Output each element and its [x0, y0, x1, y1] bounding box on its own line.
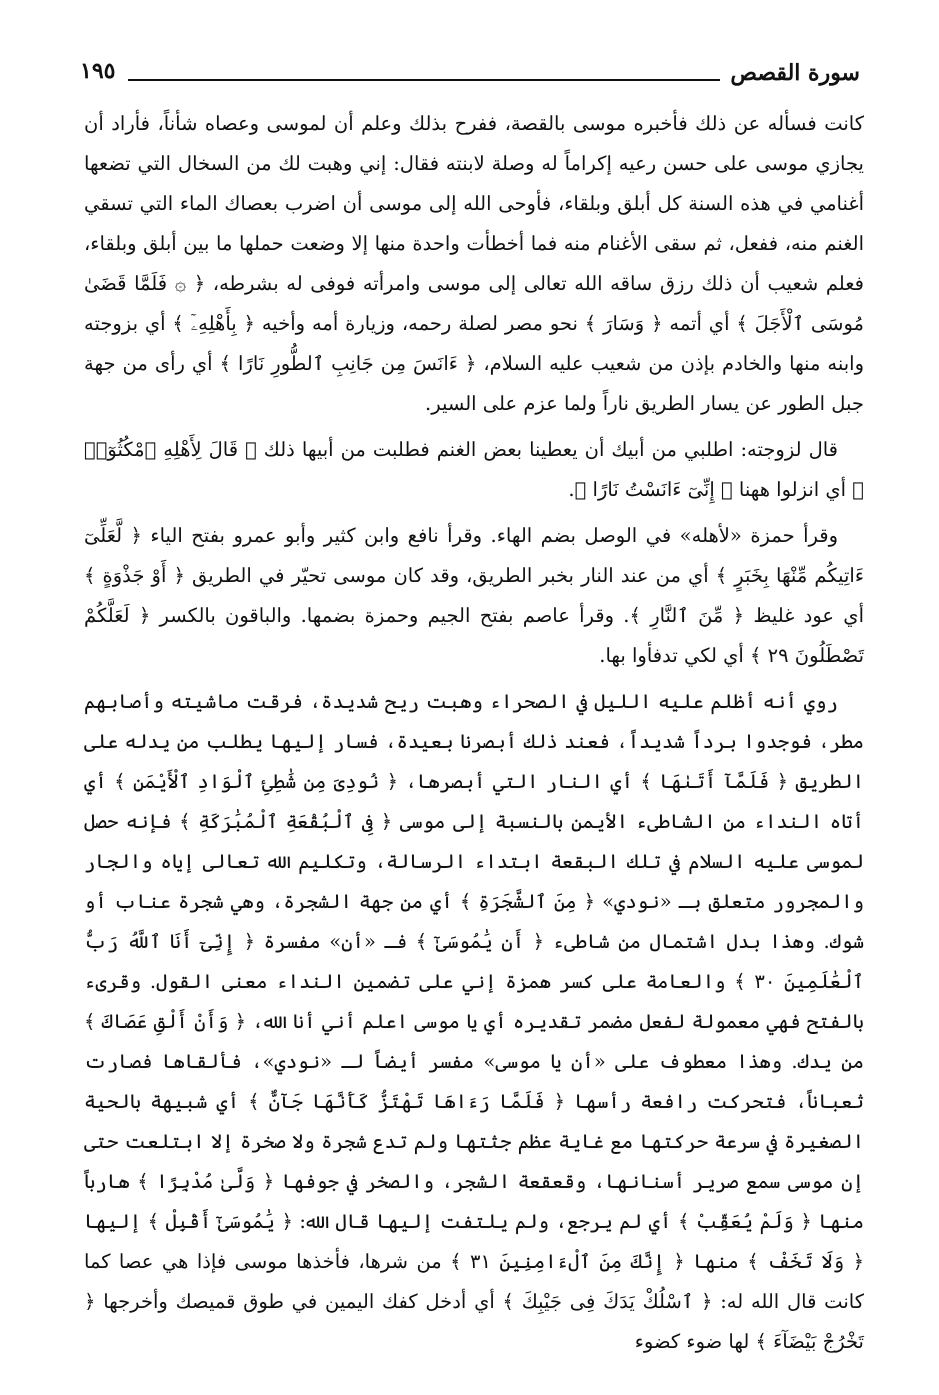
- header-rule: [128, 79, 720, 81]
- paragraph-2: قال لزوجته: اطلبي من أبيك أن يعطينا بعض الغنم فطلبت من أبيها ذلك ﴿ قَالَ لِأَهْلِهِ ٱمْكُثُوٓا۟ ﴾ أي انزلوا ههنا ﴿ إِنِّىٓ ءَانَسْتُ نَارًا ﴾.: [84, 438, 864, 501]
- page-number: ١٩٥: [80, 58, 116, 84]
- surah-title: سورة القصص: [730, 60, 860, 86]
- paragraph-4: روي أنه أظلم عليه الليل في الصحراء وهبت ريح شديدة، فرقت ماشيته وأصابهم مطر، فوجدوا برداً شديداً، فعند ذلك أبصرنا بعيدة، فسار إليها يطلب من يدله على الطريق ﴿ فَلَمَّآ أَتَىٰهَا ﴾ أي النار التي أبصرها، ﴿ نُودِىَ مِن شَٰطِئِ ٱلْوَادِ ٱلْأَيْمَنِ ﴾ أي أتاه النداء من الشاطىء الأيمن بالنسبة إلى موسى ﴿ فِى ٱلْبُقْعَةِ ٱلْمُبَٰرَكَةِ ﴾ فإنه حصل لموسى عليه السلام في تلك البقعة ابتداء الرسالة، وتكليم الله تعالى إياه والجار والمجرور متعلق بـ «نودي» ﴿ مِنَ ٱلشَّجَرَةِ ﴾ أي من جهة الشجرة، وهي شجرة عناب أو شوك. وهذا بدل اشتمال من شاطىء ﴿ أَن يَٰمُوسَىٰٓ ﴾ فـ «أن» مفسرة ﴿ إِنِّىٓ أَنَا ٱللَّهُ رَبُّ ٱلْعَٰلَمِينَ ٣٠ ﴾ والعامة على كسر همزة إني على تضمين النداء معنى القول. وقرىء بالفتح فهي معمولة لفعل مضمر تقديره أي يا موسى اعلم أني أنا الله، ﴿ وَأَنْ أَلْقِ عَصَاكَ ﴾ من يدك. وهذا معطوف على «أن يا موسى» مفسر أيضاً لـ «نودي»، فألقاها فصارت ثعباناً، فتحركت رافعة رأسها ﴿ فَلَمَّا رَءَاهَا تَهْتَزُّ كَأَنَّهَا جَآنٌّ ﴾ أي شبيهة بالحية الصغيرة في سرعة حركتها مع غاية عظم جثتها ولم تدع شجرة ولا صخرة إلا ابتلعت حتى إن موسى سمع صرير أسنانها، وقعقعة الشجر، والصخر في جوفها ﴿ وَلَّىٰ مُدْبِرًا ﴾ هارباً منها ﴿ وَلَمْ يُعَقِّبْ ﴾ أي لم يرجع، ولم يلتفت إليها قال الله: ﴿ يَٰمُوسَىٰٓ أَقْبِلْ ﴾ إليها ﴿ وَلَا تَخَفْ ﴾ منها ﴿ إِنَّكَ مِنَ ٱلْءَامِنِينَ ٣١ ﴾ من شرها، فأخذها موسى فإذا هي عصا كما كانت قال الله له: ﴿ ٱسْلُكْ يَدَكَ فِى جَيْبِكَ ﴾ أي أدخل كفك اليمين في طوق قميصك وأخرجها ﴿ تَخْرُجْ بَيْضَآءَ ﴾ لها ضوء كضوء: [84, 690, 865, 1353]
- page-body: [84, 104, 864, 1368]
- running-header: [80, 58, 860, 92]
- paragraph-1: كانت فسأله عن ذلك فأخبره موسى بالقصة، ففرح بذلك وعلم أن لموسى وعصاه شأناً، فأراد أن يجازي موسى على حسن رعيه إكراماً له وصلة لابنته فقال: إني وهبت لك من السخال التي تضعها أغنامي في هذه السنة كل أبلق وبلقاء، فأوحى الله إلى موسى أن اضرب بعصاك الماء التي تسقي الغنم منه، ففعل، ثم سقى الأغنام منه فما أخطأت واحدة منها إلا وضعت حملها ما بين أبلق وبلقاء، فعلم شعيب أن ذلك رزق ساقه الله تعالى إلى موسى وامرأته فوفى له بشرطه، ﴿ ۞ فَلَمَّا قَضَىٰ مُوسَى ٱلْأَجَلَ ﴾ أي أتمه ﴿ وَسَارَ ﴾ نحو مصر لصلة رحمه، وزيارة أمه وأخيه ﴿ بِأَهْلِهِۦٓ ﴾ أي بزوجته وابنه منها والخادم بإذن من شعيب عليه السلام، ﴿ ءَانَسَ مِن جَانِبِ ٱلطُّورِ نَارًا ﴾ أي رأى من جهة جبل الطور عن يسار الطريق ناراً ولما عزم على السير.: [84, 112, 864, 415]
- paragraph-3: وقرأ حمزة «لأهله» في الوصل بضم الهاء. وقرأ نافع وابن كثير وأبو عمرو بفتح الياء ﴿ لَّعَلِّىٓ ءَاتِيكُم مِّنْهَا بِخَبَرٍ ﴾ أي من عند النار بخبر الطريق، وقد كان موسى تحيّر في الطريق ﴿ أَوْ جَذْوَةٍ ﴾ أي عود غليظ ﴿ مِّنَ ٱلنَّارِ ﴾. وقرأ عاصم بفتح الجيم وحمزة بضمها. والباقون بالكسر ﴿ لَعَلَّكُمْ تَصْطَلُونَ ٢٩ ﴾ أي لكي تدفأوا بها.: [84, 524, 864, 667]
